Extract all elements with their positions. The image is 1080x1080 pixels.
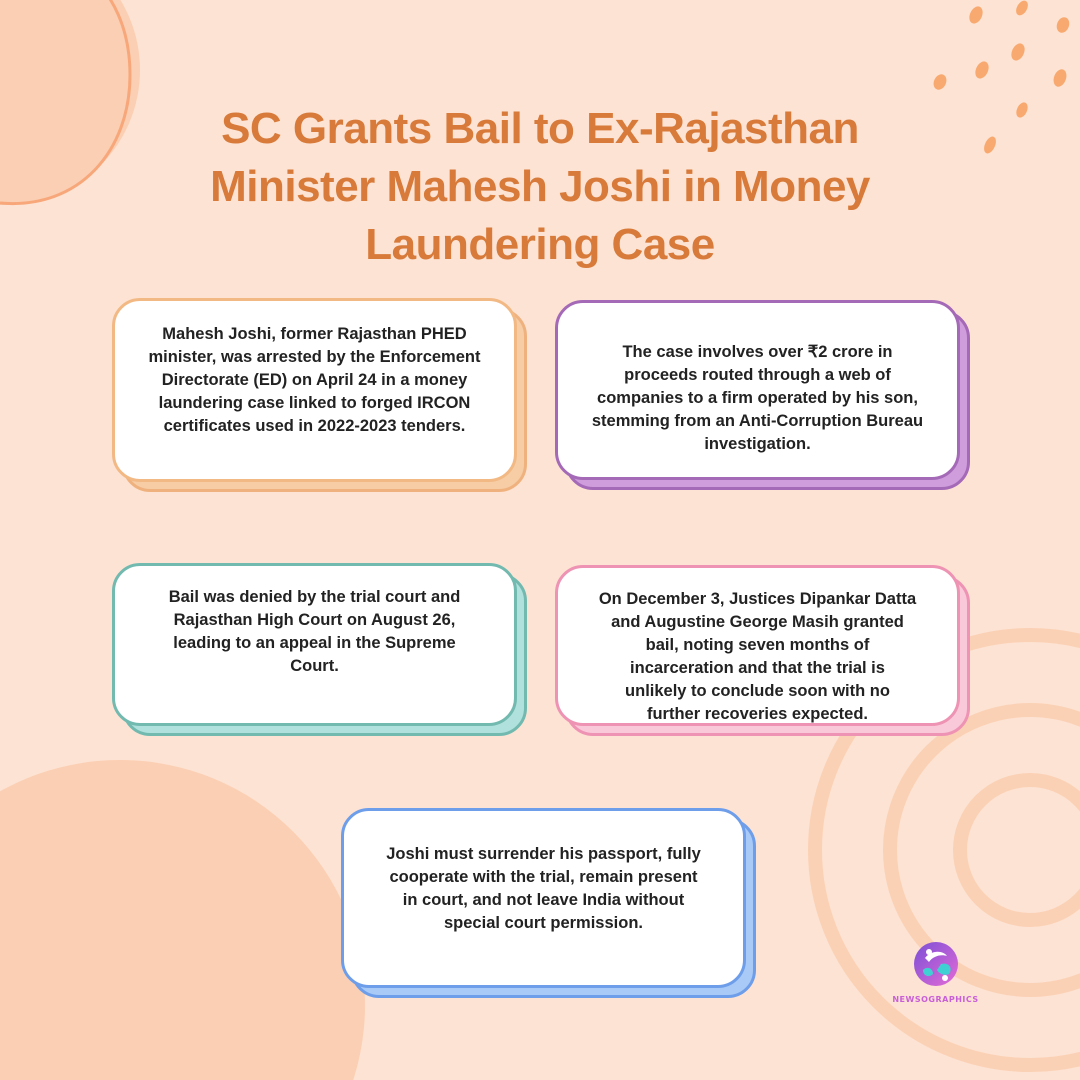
- confetti-dots: [931, 0, 1071, 155]
- brand-logo: [888, 940, 983, 1004]
- info-card-conditions: [341, 808, 746, 988]
- page-title: SC Grants Bail to Ex-Rajasthan Minister Mahesh Joshi in Money Laundering Case: [210, 104, 870, 269]
- card-text: Bail was denied by the trial court and Rajasthan High Court on August 26, leading to an appeal in the Supreme Court.: [168, 588, 461, 675]
- card-face: [112, 563, 517, 726]
- corner-blob: [0, 0, 140, 205]
- info-card-arrest: [112, 298, 517, 482]
- card-text: Mahesh Joshi, former Rajasthan PHED minister, was arrested by the Enforcement Directorate (ED) on April 24 in a money laundering case linked to forged IRCON certificates used in 2022-2023 tenders.: [148, 325, 481, 435]
- card-face: [112, 298, 517, 482]
- card-text: The case involves over ₹2 crore in proceeds routed through a web of companies to a firm operated by his son, stemming from an Anti-Corruption Bureau investigation.: [591, 343, 924, 453]
- info-card-case-details: [555, 300, 960, 480]
- info-card-bail-granted: [555, 565, 960, 726]
- card-face: [555, 300, 960, 480]
- info-card-bail-denied: [112, 563, 517, 726]
- card-face: [341, 808, 746, 988]
- card-face: [555, 565, 960, 726]
- card-text: On December 3, Justices Dipankar Datta and Augustine George Masih granted bail, noting seven months of incarceration and that the trial is unlikely to conclude soon with no further recoveries expected.: [598, 590, 917, 723]
- card-text: Joshi must surrender his passport, fully cooperate with the trial, remain present in court, and not leave India without special court permission.: [386, 845, 701, 932]
- bottom-blob: [0, 760, 365, 1080]
- globe-people-icon: [911, 940, 961, 988]
- brand-logo-text: NEWSOGRAPHICS: [892, 995, 979, 1004]
